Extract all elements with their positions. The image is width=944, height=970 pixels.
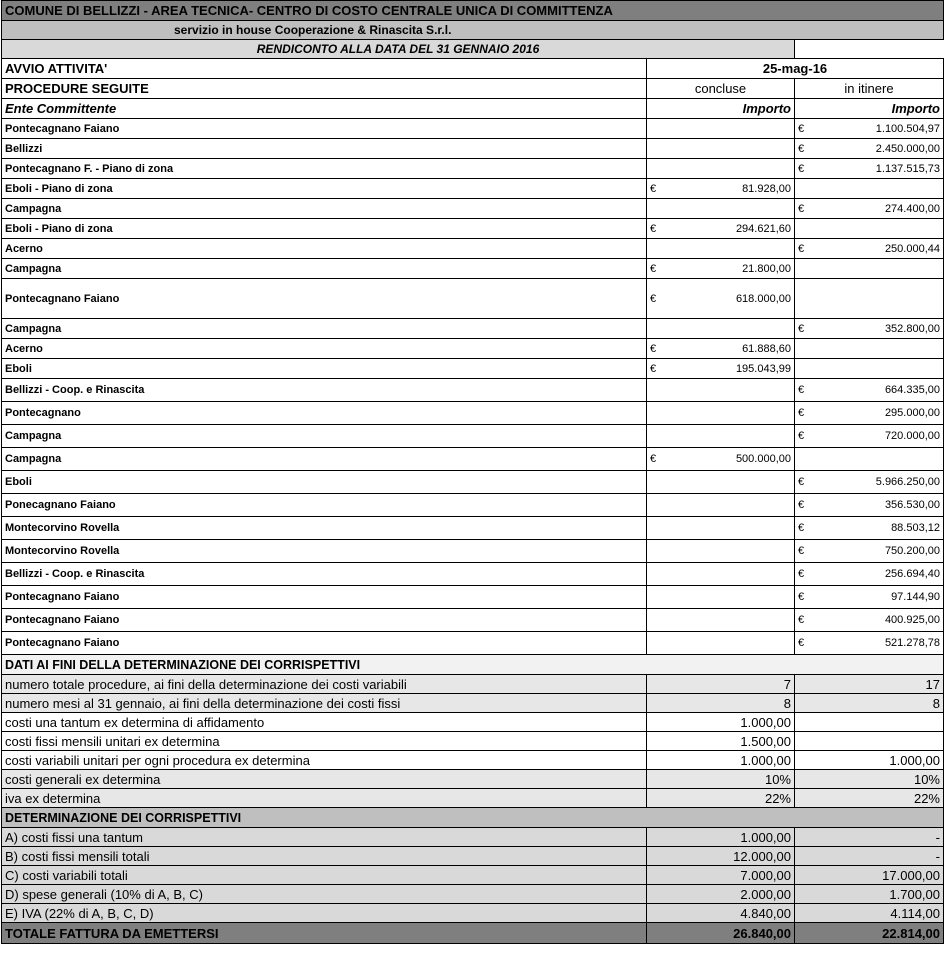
- amount: 88.503,12: [891, 522, 940, 534]
- importo-itinere: [795, 402, 944, 425]
- title-row: [2, 1, 944, 21]
- euro-sign: €: [798, 142, 805, 155]
- importo-itinere: [795, 448, 944, 471]
- importo-concluse: [647, 517, 795, 540]
- ente-row: [2, 199, 944, 219]
- importo-concluse: [647, 494, 795, 517]
- importo-concluse: [647, 119, 795, 139]
- determinazione-value-itinere: -: [795, 847, 944, 866]
- ente-row: [2, 494, 944, 517]
- importo-itinere: [795, 119, 944, 139]
- importo-concluse: [647, 239, 795, 259]
- amount: 61.888,60: [742, 342, 791, 355]
- amount: 274.400,00: [884, 202, 940, 215]
- ente-row: [2, 339, 944, 359]
- importo-concluse: [647, 586, 795, 609]
- euro-sign: €: [798, 202, 805, 215]
- importo-concluse: [647, 179, 795, 199]
- determinazione-label: B) costi fissi mensili totali: [2, 847, 647, 866]
- ente-name: Eboli - Piano di zona: [2, 179, 647, 199]
- importo-itinere: [795, 471, 944, 494]
- importo-itinere: [795, 379, 944, 402]
- importo-concluse: [647, 219, 795, 239]
- euro-sign: €: [650, 262, 657, 275]
- ente-row: [2, 319, 944, 339]
- ente-row: [2, 609, 944, 632]
- euro-sign: €: [650, 222, 657, 235]
- dati-row: [2, 713, 944, 732]
- page-subtitle: servizio in house Cooperazione & Rinascita S.r.l.: [2, 21, 944, 40]
- report-title: RENDICONTO ALLA DATA DEL 31 GENNAIO 2016: [2, 40, 795, 59]
- ente-row: [2, 259, 944, 279]
- importo-itinere: [795, 540, 944, 563]
- dati-label: numero mesi al 31 gennaio, ai fini della determinazione dei costi fissi: [2, 694, 647, 713]
- amount: 256.694,40: [884, 568, 940, 580]
- dati-row: [2, 732, 944, 751]
- determinazione-value-itinere: 1.700,00: [795, 885, 944, 904]
- importo-itinere: [795, 239, 944, 259]
- procedure-row: [2, 79, 944, 99]
- procedure-col-concluse: concluse: [647, 79, 795, 99]
- determinazione-value-concluse: 7.000,00: [647, 866, 795, 885]
- dati-value-itinere: 17: [795, 675, 944, 694]
- ente-name: Pontecagnano Faiano: [2, 586, 647, 609]
- amount: 97.144,90: [891, 591, 940, 603]
- importo-concluse: [647, 319, 795, 339]
- page-title: COMUNE DI BELLIZZI - AREA TECNICA- CENTRO DI COSTO CENTRALE UNICA DI COMMITTENZA: [2, 1, 944, 21]
- amount: 500.000,00: [735, 453, 791, 465]
- procedure-col-itinere: in itinere: [795, 79, 944, 99]
- dati-value-concluse: 1.000,00: [647, 751, 795, 770]
- importo-itinere-content: [798, 203, 940, 215]
- dati-label: costi fissi mensili unitari ex determina: [2, 732, 647, 751]
- euro-sign: €: [798, 499, 805, 511]
- importo-concluse: [647, 379, 795, 402]
- euro-sign: €: [650, 342, 657, 355]
- importo-itinere-content: [798, 522, 940, 534]
- ente-row: [2, 402, 944, 425]
- dati-value-concluse: 1.500,00: [647, 732, 795, 751]
- importo-itinere: [795, 259, 944, 279]
- amount: 356.530,00: [884, 499, 940, 511]
- euro-sign: €: [798, 384, 805, 396]
- ente-row: [2, 139, 944, 159]
- total-itinere: 22.814,00: [795, 923, 944, 944]
- euro-sign: €: [650, 453, 657, 465]
- ente-name: Pontecagnano Faiano: [2, 279, 647, 319]
- ente-row: [2, 563, 944, 586]
- amount: 5.966.250,00: [875, 476, 940, 488]
- determinazione-value-concluse: 1.000,00: [647, 828, 795, 847]
- importo-concluse-content: [650, 223, 791, 235]
- dati-row: [2, 770, 944, 789]
- importo-itinere: [795, 139, 944, 159]
- amount: 521.278,78: [884, 637, 940, 649]
- ente-name: Eboli - Piano di zona: [2, 219, 647, 239]
- ente-row: [2, 239, 944, 259]
- dati-row: [2, 675, 944, 694]
- importo-concluse: [647, 199, 795, 219]
- euro-sign: €: [798, 322, 805, 335]
- dati-value-concluse: 1.000,00: [647, 713, 795, 732]
- importo-itinere: [795, 159, 944, 179]
- ente-row: [2, 159, 944, 179]
- importo-itinere-content: [798, 637, 940, 649]
- importo-itinere-content: [798, 591, 940, 603]
- ente-name: Pontecagnano Faiano: [2, 119, 647, 139]
- dati-value-concluse: 8: [647, 694, 795, 713]
- dati-value-itinere: 22%: [795, 789, 944, 808]
- ente-row: [2, 540, 944, 563]
- importo-itinere-content: [798, 243, 940, 255]
- importo-itinere-content: [798, 568, 940, 580]
- ente-row: [2, 632, 944, 655]
- amount: 720.000,00: [884, 430, 940, 442]
- determinazione-row: [2, 904, 944, 923]
- importo-concluse: [647, 471, 795, 494]
- importo-concluse: [647, 563, 795, 586]
- amount: 1.137.515,73: [875, 162, 940, 175]
- determinazione-row: [2, 866, 944, 885]
- importo-itinere-content: [798, 323, 940, 335]
- ente-row: [2, 379, 944, 402]
- euro-sign: €: [798, 162, 805, 175]
- importo-itinere: [795, 179, 944, 199]
- determinazione-value-concluse: 2.000,00: [647, 885, 795, 904]
- amount: 81.928,00: [742, 182, 791, 195]
- dati-row: [2, 751, 944, 770]
- importo-itinere: [795, 319, 944, 339]
- ente-name: Campagna: [2, 448, 647, 471]
- dati-title: DATI AI FINI DELLA DETERMINAZIONE DEI CORRISPETTIVI: [2, 655, 944, 675]
- ente-row: [2, 179, 944, 199]
- importo-itinere: [795, 425, 944, 448]
- importo-itinere-content: [798, 163, 940, 175]
- ente-header-label: Ente Committente: [2, 99, 647, 119]
- importo-itinere-content: [798, 614, 940, 626]
- ente-row: [2, 586, 944, 609]
- importo-itinere-content: [798, 384, 940, 396]
- euro-sign: €: [798, 591, 805, 603]
- importo-concluse: [647, 339, 795, 359]
- importo-concluse: [647, 139, 795, 159]
- ente-name: Campagna: [2, 259, 647, 279]
- ente-row: [2, 517, 944, 540]
- importo-concluse: [647, 540, 795, 563]
- euro-sign: €: [798, 242, 805, 255]
- total-concluse: 26.840,00: [647, 923, 795, 944]
- determinazione-title: DETERMINAZIONE DEI CORRISPETTIVI: [2, 808, 944, 828]
- ente-name: Pontecagnano F. - Piano di zona: [2, 159, 647, 179]
- euro-sign: €: [798, 545, 805, 557]
- importo-concluse: [647, 359, 795, 379]
- rendiconto-body: [2, 1, 944, 944]
- dati-value-itinere: 1.000,00: [795, 751, 944, 770]
- determinazione-value-itinere: 17.000,00: [795, 866, 944, 885]
- ente-name: Pontecagnano Faiano: [2, 632, 647, 655]
- amount: 618.000,00: [735, 292, 791, 305]
- report-blank-cell: [795, 40, 944, 59]
- amount: 195.043,99: [735, 362, 791, 375]
- importo-concluse-content: [650, 363, 791, 375]
- dati-title-row: [2, 655, 944, 675]
- importo-itinere-content: [798, 430, 940, 442]
- importo-concluse: [647, 448, 795, 471]
- amount: 294.621,60: [735, 222, 791, 235]
- importo-concluse: [647, 402, 795, 425]
- importo-itinere-content: [798, 143, 940, 155]
- euro-sign: €: [798, 407, 805, 419]
- ente-name: Ponecagnano Faiano: [2, 494, 647, 517]
- determinazione-value-concluse: 12.000,00: [647, 847, 795, 866]
- dati-value-itinere: 10%: [795, 770, 944, 789]
- euro-sign: €: [798, 122, 805, 135]
- determinazione-row: [2, 885, 944, 904]
- amount: 250.000,44: [884, 242, 940, 255]
- ente-row: [2, 219, 944, 239]
- ente-name: Eboli: [2, 471, 647, 494]
- ente-name: Campagna: [2, 199, 647, 219]
- avvio-row: [2, 59, 944, 79]
- dati-row: [2, 694, 944, 713]
- total-row: [2, 923, 944, 944]
- dati-label: costi una tantum ex determina di affidamento: [2, 713, 647, 732]
- determinazione-label: A) costi fissi una tantum: [2, 828, 647, 847]
- ente-row: [2, 448, 944, 471]
- rendiconto-table: [1, 0, 944, 944]
- amount: 750.200,00: [884, 545, 940, 557]
- dati-label: costi generali ex determina: [2, 770, 647, 789]
- subtitle-row: [2, 21, 944, 40]
- dati-value-concluse: 22%: [647, 789, 795, 808]
- ente-name: Campagna: [2, 319, 647, 339]
- euro-sign: €: [798, 614, 805, 626]
- importo-concluse: [647, 632, 795, 655]
- importo-itinere: [795, 586, 944, 609]
- determinazione-value-itinere: 4.114,00: [795, 904, 944, 923]
- importo-itinere: [795, 219, 944, 239]
- ente-name: Campagna: [2, 425, 647, 448]
- importo-itinere: [795, 359, 944, 379]
- importo-itinere-content: [798, 545, 940, 557]
- amount: 664.335,00: [884, 384, 940, 396]
- importo-concluse-content: [650, 263, 791, 275]
- euro-sign: €: [798, 637, 805, 649]
- euro-sign: €: [798, 476, 805, 488]
- importo-concluse: [647, 425, 795, 448]
- determinazione-label: C) costi variabili totali: [2, 866, 647, 885]
- ente-header-row: [2, 99, 944, 119]
- determinazione-row: [2, 828, 944, 847]
- determinazione-row: [2, 847, 944, 866]
- dati-value-concluse: 7: [647, 675, 795, 694]
- ente-header-col1: Importo: [647, 99, 795, 119]
- ente-row: [2, 425, 944, 448]
- importo-concluse: [647, 159, 795, 179]
- euro-sign: €: [798, 430, 805, 442]
- report-row: [2, 40, 944, 59]
- euro-sign: €: [650, 182, 657, 195]
- dati-value-concluse: 10%: [647, 770, 795, 789]
- ente-row: [2, 359, 944, 379]
- importo-concluse: [647, 609, 795, 632]
- ente-name: Eboli: [2, 359, 647, 379]
- importo-itinere: [795, 339, 944, 359]
- importo-concluse-content: [650, 343, 791, 355]
- ente-name: Bellizzi - Coop. e Rinascita: [2, 379, 647, 402]
- dati-label: costi variabili unitari per ogni procedura ex determina: [2, 751, 647, 770]
- importo-itinere: [795, 517, 944, 540]
- dati-value-itinere: [795, 732, 944, 751]
- euro-sign: €: [798, 522, 805, 534]
- euro-sign: €: [650, 292, 657, 305]
- dati-value-itinere: 8: [795, 694, 944, 713]
- ente-name: Bellizzi - Coop. e Rinascita: [2, 563, 647, 586]
- amount: 400.925,00: [884, 614, 940, 626]
- importo-concluse-content: [650, 453, 791, 465]
- importo-itinere-content: [798, 476, 940, 488]
- determinazione-label: E) IVA (22% di A, B, C, D): [2, 904, 647, 923]
- amount: 295.000,00: [884, 407, 940, 419]
- determinazione-value-concluse: 4.840,00: [647, 904, 795, 923]
- importo-concluse-content: [650, 183, 791, 195]
- importo-itinere-content: [798, 407, 940, 419]
- ente-name: Montecorvino Rovella: [2, 517, 647, 540]
- amount: 21.800,00: [742, 262, 791, 275]
- determinazione-title-row: [2, 808, 944, 828]
- importo-itinere: [795, 632, 944, 655]
- ente-row: [2, 119, 944, 139]
- avvio-date: 25-mag-16: [647, 59, 944, 79]
- importo-itinere-content: [798, 499, 940, 511]
- ente-name: Pontecagnano Faiano: [2, 609, 647, 632]
- ente-name: Montecorvino Rovella: [2, 540, 647, 563]
- ente-name: Pontecagnano: [2, 402, 647, 425]
- ente-name: Acerno: [2, 339, 647, 359]
- procedure-label: PROCEDURE SEGUITE: [2, 79, 647, 99]
- ente-header-col2: Importo: [795, 99, 944, 119]
- ente-name: Acerno: [2, 239, 647, 259]
- amount: 2.450.000,00: [875, 142, 940, 155]
- ente-row: [2, 279, 944, 319]
- importo-itinere: [795, 279, 944, 319]
- importo-itinere: [795, 199, 944, 219]
- euro-sign: €: [798, 568, 805, 580]
- importo-itinere: [795, 563, 944, 586]
- avvio-label: AVVIO ATTIVITA': [2, 59, 647, 79]
- dati-label: iva ex determina: [2, 789, 647, 808]
- amount: 1.100.504,97: [875, 122, 940, 135]
- determinazione-label: D) spese generali (10% di A, B, C): [2, 885, 647, 904]
- importo-concluse-content: [650, 293, 791, 305]
- dati-row: [2, 789, 944, 808]
- euro-sign: €: [650, 362, 657, 375]
- importo-itinere: [795, 494, 944, 517]
- dati-label: numero totale procedure, ai fini della determinazione dei costi variabili: [2, 675, 647, 694]
- importo-concluse: [647, 279, 795, 319]
- importo-concluse: [647, 259, 795, 279]
- importo-itinere: [795, 609, 944, 632]
- dati-value-itinere: [795, 713, 944, 732]
- determinazione-value-itinere: -: [795, 828, 944, 847]
- ente-name: Bellizzi: [2, 139, 647, 159]
- amount: 352.800,00: [884, 322, 940, 335]
- importo-itinere-content: [798, 123, 940, 135]
- ente-row: [2, 471, 944, 494]
- total-label: TOTALE FATTURA DA EMETTERSI: [2, 923, 647, 944]
